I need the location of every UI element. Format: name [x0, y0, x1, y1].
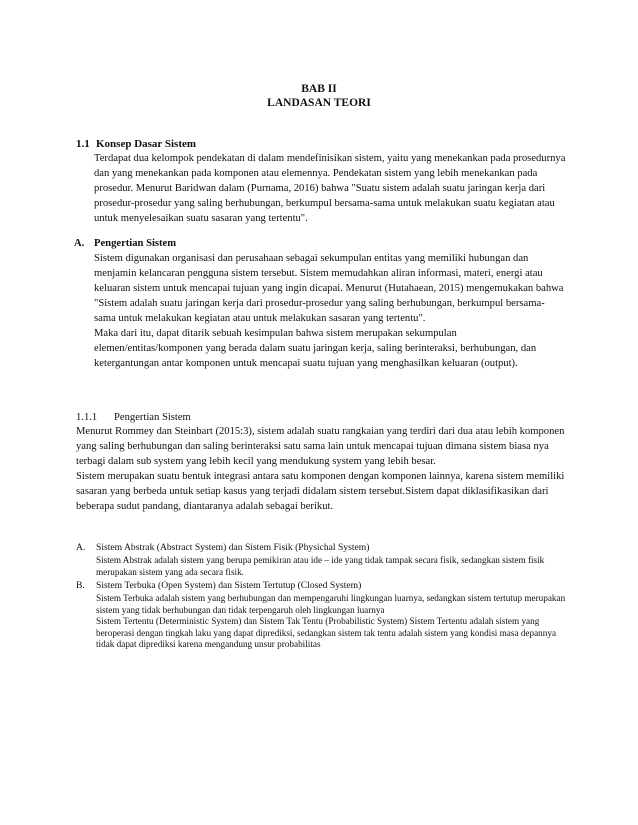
section-a-paragraph-2: Maka dari itu, dapat ditarik sebuah kesimpulan bahwa sistem merupakan sekumpulan elemen/entitas/komponen yang berada dalam suatu jaringan kerja, saling berinteraksi, berhubungan, dan ketergantungan antar komponen untuk mencapai suatu tujuan yang menghasilkan keluaran (output).	[94, 328, 537, 369]
section-1-1-number: 1.1	[76, 138, 90, 150]
classification-a-title: Sistem Abstrak (Abstract System) dan Sistem Fisik (Physichal System)	[96, 542, 370, 553]
section-1-1-1-number: 1.1.1	[76, 412, 98, 423]
section-1-1-paragraph: Terdapat dua kelompok pendekatan di dalam mendefinisikan sistem, yaitu yang menekankan pada prosedurnya dan yang menekankan pada komponen atau elemennya. Pendekatan sistem yang lebih menekankan pada prosedur. Menurut Baridwan dalam (Purnama, 2016) bahwa "Suatu sistem adalah suatu jaringan kerja dari prosedur-prosedur yang saling berhubungan, berkumpul bersama-sama untuk melakukan suatu kegiatan atau untuk menyelesaikan suatu sasaran yang tertentu".	[94, 153, 566, 224]
classification-b-title: Sistem Terbuka (Open System) dan Sistem Tertutup (Closed System)	[96, 580, 362, 591]
section-a-heading	[74, 236, 176, 251]
classification-a-marker: A.	[76, 542, 86, 553]
section-1-1-heading	[76, 137, 196, 151]
section-a-title: Pengertian Sistem	[94, 238, 177, 249]
classification-a-body	[96, 555, 566, 578]
section-a-body	[94, 251, 566, 371]
classification-a-heading	[76, 542, 369, 554]
section-1-1-1-heading	[76, 410, 191, 425]
section-1-1-1-body	[76, 424, 566, 514]
section-a-marker: A.	[74, 238, 85, 249]
classification-b-body	[96, 593, 566, 651]
section-1-1-body	[94, 151, 566, 226]
section-a-paragraph-1: Sistem digunakan organisasi dan perusahaan sebagai sekumpulan entitas yang memiliki hubungan dan menjamin kelancaran pengguna sistem tersebut. Sistem memudahkan aliran informasi, materi, energi atau keluaran sistem untuk mencapai tujuan yang ingin dicapai. Menurut (Hutahaean, 2015) mengemukakan bahwa "Sistem adalah suatu jaringan kerja dari prosedur-prosedur yang saling berhubungan, berkumpul bersama-sama untuk melakukan kegiatan atau untuk melakukan sasaran yang tertentu".	[94, 253, 564, 324]
section-1-1-title: Konsep Dasar Sistem	[96, 138, 197, 150]
section-1-1-1-paragraph-2: Sistem merupakan suatu bentuk integrasi antara satu komponen dengan komponen lainnya, karena sistem memiliki sasaran yang berbeda untuk setiap kasus yang terjadi didalam sistem tersebut.Sistem dapat diklasifikasikan dari beberapa sudut pandang, diantaranya adalah sebagai berikut.	[76, 471, 565, 512]
classification-a-text: Sistem Abstrak adalah sistem yang berupa pemikiran atau ide – ide yang tidak tampak secara fisik, sedangkan sistem fisik merupakan sistem yang ada secara fisik.	[96, 555, 545, 577]
classification-b-text-2: Sistem Tertentu (Deterministic System) dan Sistem Tak Tentu (Probabilistic System) Sistem Tertentu adalah sistem yang beroperasi dengan tingkah laku yang dapat diprediksi, sedangkan sistem tak tentu adalah sistem yang kondisi masa depannya tidak dapat diprediksi karena mengandung unsur probabilitas	[96, 616, 557, 649]
chapter-label: BAB II	[301, 83, 337, 95]
section-1-1-1-title: Pengertian Sistem	[114, 412, 191, 423]
classification-b-heading	[76, 580, 361, 592]
classification-b-marker: B.	[76, 580, 85, 591]
chapter-title: LANDASAN TEORI	[267, 97, 371, 109]
section-1-1-1-paragraph-1: Menurut Rommey dan Steinbart (2015:3), sistem adalah suatu rangkaian yang terdiri dari dua atau lebih komponen yang saling berhubungan dan saling berinteraksi satu sama lain untuk mencapai tujuan dimana sistem biasa nya terbagi dalam sub system yang lebih kecil yang mendukung system yang lebih besar.	[76, 426, 565, 467]
classification-b-text: Sistem Terbuka adalah sistem yang berhubungan dan mempengaruhi lingkungan luarnya, sedangkan sistem tertutup merupakan sistem yang tidak berhubungan dan tidak terpengaruh oleh lingkungan luarnya	[96, 593, 566, 615]
